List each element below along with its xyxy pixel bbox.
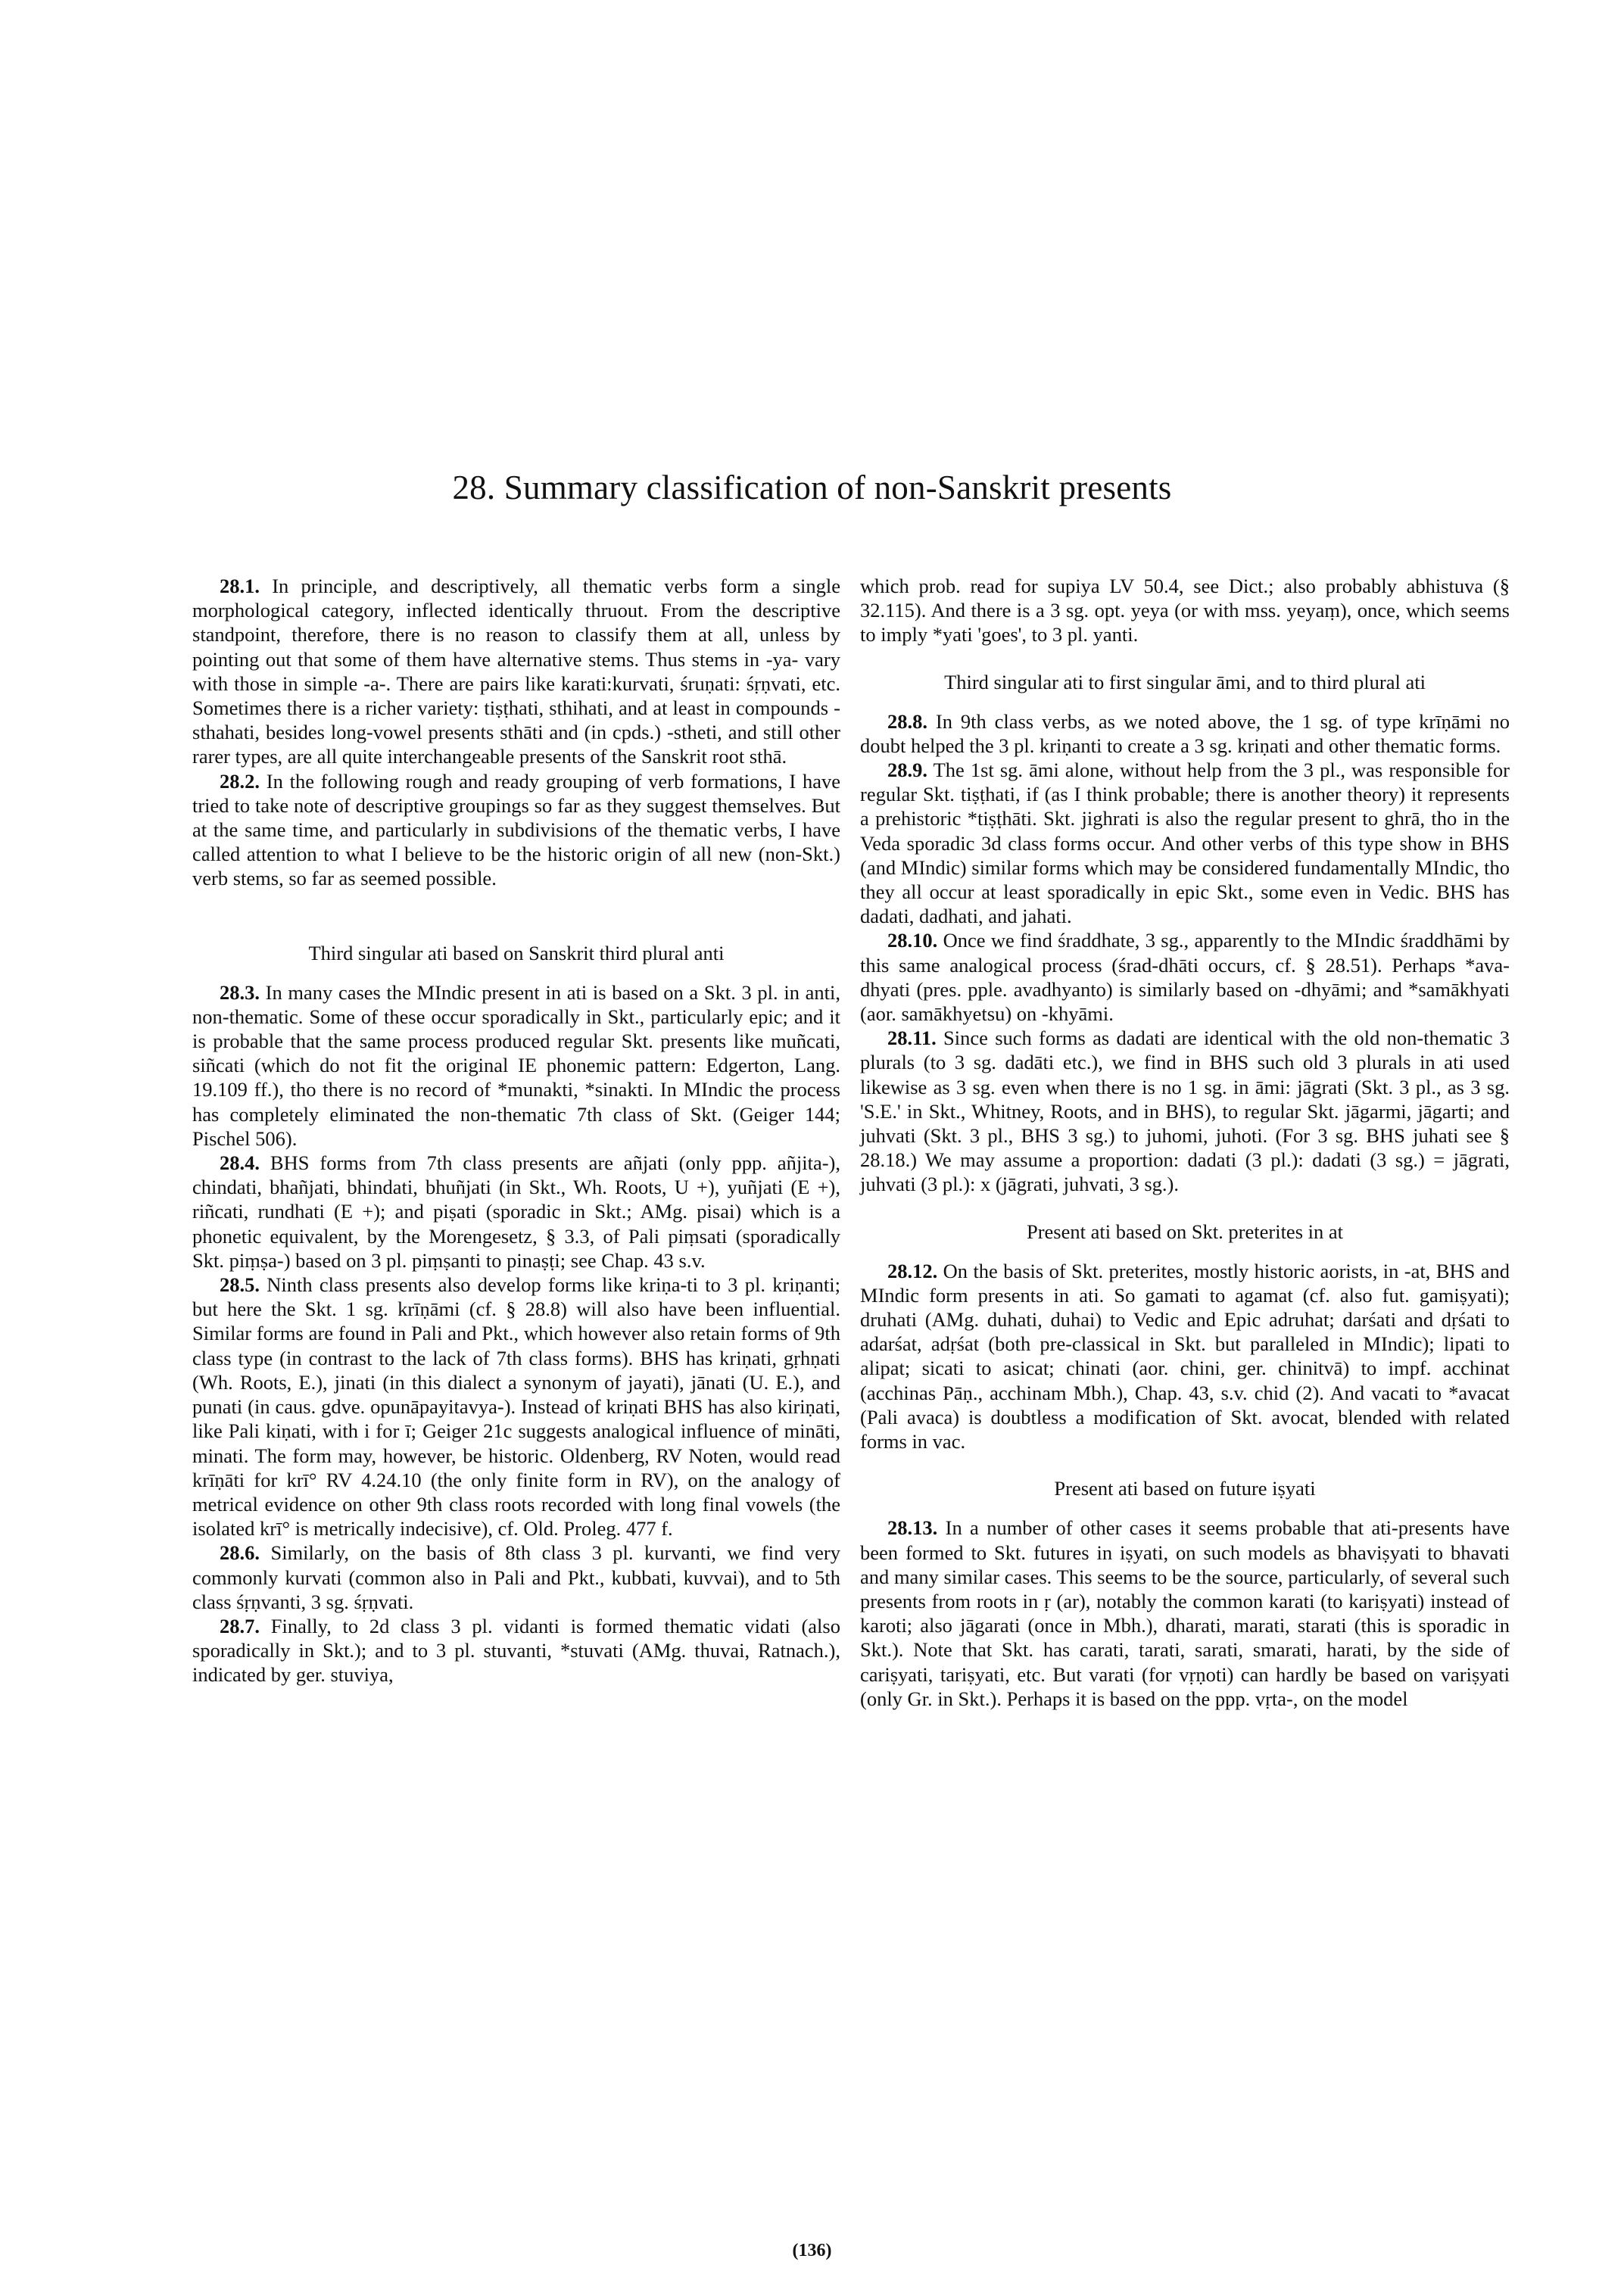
section-heading: Present ati based on Skt. preterites in at [1026,1220,1343,1243]
paragraph-28-8: 28.8. In 9th class verbs, as we noted above, the 1 sg. of type krīṇāmi no doubt helped the 3 pl. kriṇanti to create a 3 sg. kriṇati and other thematic forms. [860,709,1510,757]
paragraph-number: 28.6. [220,1541,260,1565]
paragraph-continued: which prob. read for supiya LV 50.4, see Dict.; also probably abhistuva (§ 32.115). And there is a 3 sg. opt. yeya (or with mss. yeyaṃ), once, which seems to imply *yati 'goes', to 3 pl. yanti. [860,575,1510,646]
paragraph-number: 28.13. [887,1516,938,1540]
paragraph-number: 28.5. [220,1273,260,1297]
paragraph-28-5: 28.5. Ninth class presents also develop forms like kriṇa-ti to 3 pl. kriṇanti; but here the Skt. 1 sg. krīṇāmi (cf. § 28.8) will also have been influential. Similar forms are found in Pali and Pkt., which however also retain forms of 9th class type (in contrast to the lack of 7th class forms). BHS has kriṇati, gṛhṇati (Wh. Roots, E.), jinati (in this dialect a synonym of jayati), jānati (U. E.), and punati (in caus. gdve. opunāpayitavya-). Instead of kriṇati BHS has also kiriṇati, like Pali kiṇati, with i for ī; Geiger 21c suggests analogical influence of mināti, minati. The form may, however, be historic. Oldenberg, RV Noten, would read krīṇāti for krī° RV 4.24.10 (the only finite form in RV), on the analogy of metrical evidence on other 9th class roots recorded with long final vowels (the isolated krī° is metrically indecisive), cf. Old. Proleg. 477 f. [192,1273,840,1541]
paragraph-number: 28.3. [220,980,260,1004]
chapter-title: 28. Summary classification of non-Sanskrit presents [452,469,1172,506]
paragraph-number: 28.11. [887,1027,937,1050]
paragraph-number: 28.9. [887,759,927,782]
paragraph-number: 28.8. [887,709,927,733]
paragraph-number: 28.10. [887,929,938,952]
paragraph-28-12: 28.12. On the basis of Skt. preterites, mostly historic aorists, in -at, BHS and MIndic form presents in ati. So gamati to agamat (cf. also fut. gamiṣyati); druhati (AMg. duhati, duhai) to Vedic and Epic adruhat; darśati and dṛśati to adarśat, adṛśat (both pre-classical in Skt. but paralleled in MIndic); lipati to alipat; sicati to asicat; chinati (aor. chini, ger. chinitvā) to impf. acchinat (acchinas Pāṇ., acchinam Mbh.), Chap. 43, s.v. chid (2). And vacati to *avacat (Pali avaca) is doubtless a modification of Skt. avocat, blended with related forms in vac. [860,1259,1510,1453]
paragraph-28-6: 28.6. Similarly, on the basis of 8th class 3 pl. kurvanti, we find very commonly kurvati (common also in Pali and Pkt., kubbati, kuvvai), and to 5th class śṛṇvanti, 3 sg. śṛṇvati. [192,1541,840,1613]
paragraph-number: 28.1. [220,575,260,597]
page-number: (136) [792,2241,832,2260]
paragraph-28-3: 28.3. In many cases the MIndic present in ati is based on a Skt. 3 pl. in anti, non-thematic. Some of these occur sporadically in Skt., particularly epic; and it is probable that the same process produced regular Skt. presents like muñcati, siñcati (which do not fit the original IE phonemic pattern: Edgerton, Lang. 19.109 ff.), tho there is no record of *munakti, *sinakti. In MIndic the process has completely eliminated the non-thematic 7th class of Skt. (Geiger 144; Pischel 506). [192,980,840,1150]
paragraph-28-7: 28.7. Finally, to 2d class 3 pl. vidanti is formed thematic vidati (also sporadically in Skt.); and to 3 pl. stuvanti, *stuvati (AMg. thuvai, Ratnach.), indicated by ger. stuviya, [192,1614,840,1687]
paragraph-28-10: 28.10. Once we find śraddhate, 3 sg., apparently to the MIndic śraddhāmi by this same analogical process (śrad-dhāti occurs, cf. § 28.51). Perhaps *ava-dhyati (pres. pple. avadhyanto) is similarly based on -dhyāmi; and *samākhyati (aor. samākhyetsu) on -khyāmi. [860,929,1510,1026]
paragraph-28-11: 28.11. Since such forms as dadati are identical with the old non-thematic 3 plurals (to 3 sg. dadāti etc.), we find in BHS such old 3 plurals in ati used likewise as 3 sg. even when there is no 1 sg. in āmi: jāgrati (Skt. 3 pl., as 3 sg. 'S.E.' in Skt., Whitney, Roots, and in BHS), to regular Skt. jāgarmi, jāgarti; and juhvati (Skt. 3 pl., BHS 3 sg.) to juhomi, juhoti. (For 3 sg. BHS juhati see § 28.18.) We may assume a proportion: dadati (3 pl.): dadati (3 sg.) = jāgrati, juhvati (3 pl.): x (jāgrati, juhvati, 3 sg.). [860,1027,1510,1196]
paragraph-number: 28.7. [220,1614,260,1637]
paragraph-number: 28.12. [887,1259,938,1282]
paragraph-number: 28.2. [220,769,260,793]
paragraph-28-2: 28.2. In the following rough and ready grouping of verb formations, I have tried to take note of descriptive groupings so far as they suggest themselves. But at the same time, and particularly in subdivisions of the thematic verbs, I have called attention to what I believe to be the historic origin of all new (non-Skt.) verb stems, so far as seemed possible. [192,769,840,890]
paragraph-28-9: 28.9. The 1st sg. āmi alone, without help from the 3 pl., was responsible for regular Skt. tiṣṭhati, if (as I think probable; there is another theory) it represents a prehistoric *tiṣṭhāti. Skt. jighrati is also the regular present to ghrā, tho in the Veda sporadic 3d class forms occur. And other verbs of this type show in BHS (and MIndic) similar forms which may be considered fundamentally MIndic, tho they all occur at least sporadically in epic Skt., some even in Vedic. BHS has dadati, dadhati, and jahati. [860,759,1510,928]
section-heading: Third singular ati to first singular āmi, and to third plural ati [944,670,1426,693]
paragraph-28-4: 28.4. BHS forms from 7th class presents are añjati (only ppp. añjita-), chindati, bhañjati, bhindati, bhuñjati (in Skt., Wh. Roots, U +), yuñjati (E +), riñcati, rundhati (E +); and piṣati (sporadic in Skt.; AMg. pisai) which is a phonetic equivalent, by the Morengesetz, § 3.3, of Pali piṃsati (sporadically Skt. piṃṣa-) based on 3 pl. piṃṣanti to pinaṣṭi; see Chap. 43 s.v. [192,1151,840,1272]
paragraph-number: 28.4. [220,1151,260,1175]
paragraph-28-1: 28.1. In principle, and descriptively, all thematic verbs form a single morphological category, inflected identically thruout. From the descriptive standpoint, therefore, there is no reason to classify them at all, unless by pointing out that some of them have alternative stems. Thus stems in -ya- vary with those in simple -a-. There are pairs like karati:kurvati, śruṇati: śṛṇvati, etc. Sometimes there is a richer variety: tiṣṭhati, sthihati, and at least in compounds -sthahati, besides long-vowel presents sthāti and (in cpds.) -stheti, and still other rarer types, are all quite interchangeable presents of the Sanskrit root sthā. [192,575,840,768]
left-column [192,574,840,1687]
section-heading: Present ati based on future iṣyati [1054,1477,1316,1500]
paragraph-28-13: 28.13. In a number of other cases it seems probable that ati-presents have been formed to Skt. futures in iṣyati, on such models as bhaviṣyati to bhavati and many similar cases. This seems to be the source, particularly, of several such presents from roots in ṛ (ar), notably the common karati (to kariṣyati) instead of karoti; also jāgarati (once in Mbh.), dharati, marati, starati (this is sporadic in Skt.). Note that Skt. has carati, tarati, sarati, smarati, harati, by the side of cariṣyati, tariṣyati, etc. But varati (for vṛṇoti) can hardly be based on variṣyati (only Gr. in Skt.). Perhaps it is based on the ppp. vṛta-, on the model [860,1516,1510,1710]
right-column [860,574,1510,1711]
section-heading: Third singular ati based on Sanskrit third plural anti [308,941,725,964]
